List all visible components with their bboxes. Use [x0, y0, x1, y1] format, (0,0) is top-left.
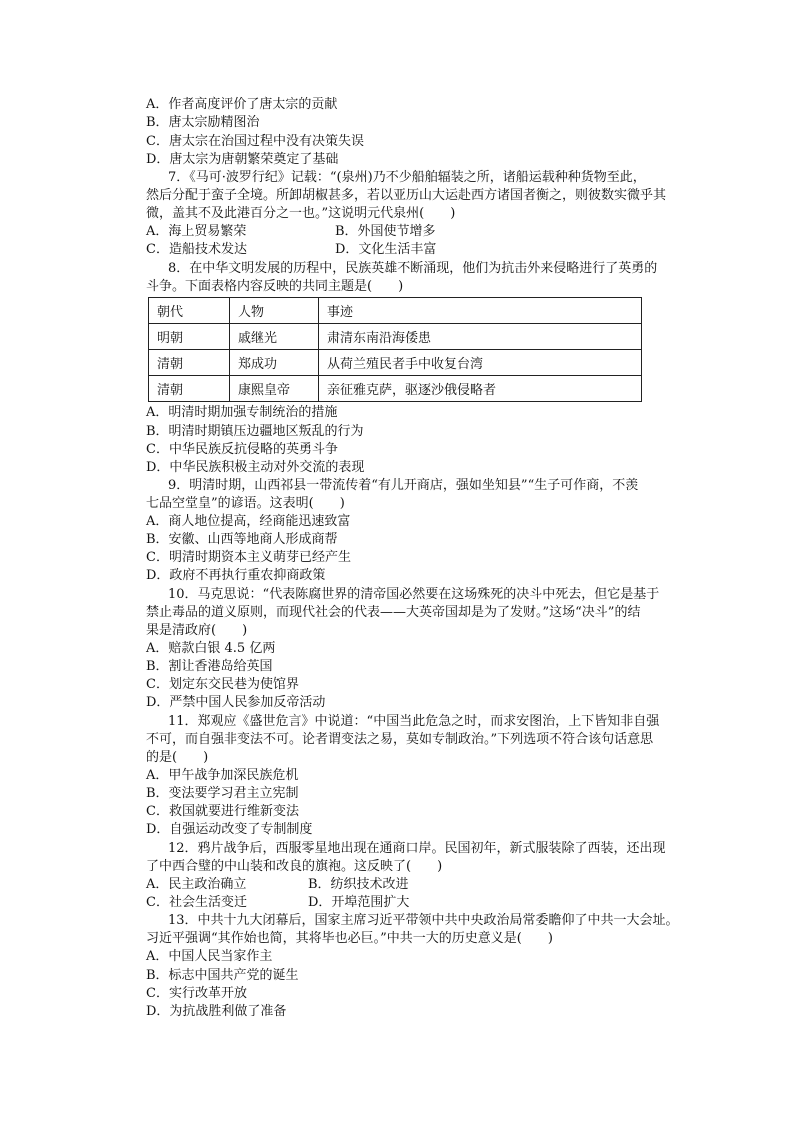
- table-row: [149, 350, 642, 376]
- q11-stem-line-1: 11．郑观应《盛世危言》中说道：“中国当此危急之时，而求安图治，上下皆知非自强: [168, 714, 660, 729]
- q8-option-b: B．明清时期镇压边疆地区叛乱的行为: [146, 424, 364, 439]
- q7-option-b: B．外国使节增多: [335, 224, 436, 239]
- q9-stem-line-1: 9．明清时期，山西祁县一带流传着“有儿开商店，强如坐知县”“生子可作商，不羡: [168, 478, 639, 493]
- q6-option-b: B．唐太宗励精图治: [146, 115, 260, 130]
- q11-option-d: D．自强运动改变了专制制度: [146, 822, 313, 837]
- q6-option-c: C．唐太宗在治国过程中没有决策失误: [146, 134, 364, 149]
- q10-option-b: B．割让香港岛给英国: [146, 659, 273, 674]
- table-cell: 郑成功: [230, 350, 319, 376]
- q13-option-b: B．标志中国共产党的诞生: [146, 968, 299, 983]
- q10-option-d: D．严禁中国人民参加反帝活动: [146, 695, 326, 710]
- table-cell: 康熙皇帝: [230, 376, 319, 402]
- table-header-cell: 人物: [230, 298, 319, 324]
- table-header-cell: 朝代: [149, 298, 230, 324]
- q8-option-d: D．中华民族积极主动对外交流的表现: [146, 460, 365, 475]
- q7-option-c: C．造船技术发达: [146, 242, 247, 257]
- q11-stem-line-3: 的是( ): [146, 750, 209, 765]
- q9-option-a: A．商人地位提高，经商能迅速致富: [146, 514, 351, 529]
- q9-option-d: D．政府不再执行重农抑商政策: [146, 568, 326, 583]
- q9-stem-line-2: 七品空堂皇”的谚语。这表明( ): [146, 496, 345, 511]
- q10-stem-line-3: 果是清政府( ): [146, 623, 248, 638]
- q12-stem-line-2: 了中西合璧的中山装和改良的旗袍。这反映了( ): [146, 859, 443, 874]
- table-cell: 从荷兰殖民者手中收复台湾: [319, 350, 642, 376]
- q6-option-d: D．唐太宗为唐朝繁荣奠定了基础: [146, 152, 339, 167]
- q7-stem-line-3: 微，盖其不及此港百分之一也。”这说明元代泉州( ): [146, 206, 456, 221]
- q12-option-b: B．纺织技术改进: [308, 877, 409, 892]
- q8-stem-line-1: 8．在中华文明发展的历程中，民族英雄不断涌现，他们为抗击外来侵略进行了英勇的: [168, 261, 658, 276]
- q13-option-a: A．中国人民当家作主: [146, 949, 273, 964]
- q10-stem-line-2: 禁止毒品的道义原则，而现代社会的代表——大英帝国却是为了发财。”这场“决斗”的结: [146, 605, 641, 620]
- q7-option-a: A．海上贸易繁荣: [146, 224, 247, 239]
- q11-stem-line-2: 不可，而自强非变法不可。论者谓变法之易，莫如专制政治。”下列选项不符合该句话意思: [146, 732, 654, 747]
- q13-stem-line-2: 习近平强调“其作始也简，其将毕也必巨。”中共一大的历史意义是( ): [146, 931, 553, 946]
- q8-table: [148, 297, 642, 402]
- table-row: [149, 376, 642, 402]
- table-header-row: [149, 298, 642, 324]
- q9-option-c: C．明清时期资本主义萌芽已经产生: [146, 550, 351, 565]
- q12-option-d: D．开埠范围扩大: [308, 895, 410, 910]
- q8-option-a: A．明清时期加强专制统治的措施: [146, 405, 338, 420]
- table-cell: 清朝: [149, 376, 230, 402]
- q12-option-a: A．民主政治确立: [146, 877, 247, 892]
- q12-stem-line-1: 12．鸦片战争后，西服零星地出现在通商口岸。民国初年，新式服装除了西装，还出现: [168, 841, 666, 856]
- q13-option-d: D．为抗战胜利做了准备: [146, 1004, 287, 1019]
- table-cell: 明朝: [149, 324, 230, 350]
- q13-option-c: C．实行改革开放: [146, 986, 247, 1001]
- table-cell: 清朝: [149, 350, 230, 376]
- table-row: [149, 324, 642, 350]
- q7-stem-line-2: 然后分配于蛮子全境。所卸胡椒甚多，若以亚历山大运赴西方诸国者衡之，则彼数实微乎其: [146, 188, 667, 203]
- table-cell: 戚继光: [230, 324, 319, 350]
- table-cell: 肃清东南沿海倭患: [319, 324, 642, 350]
- q11-option-a: A．甲午战争加深民族危机: [146, 768, 299, 783]
- q9-option-b: B．安徽、山西等地商人形成商帮: [146, 532, 338, 547]
- q7-stem-line-1: 7．《马可·波罗行纪》记载：“(泉州)乃不少船舶辐装之所，诸船运载种种货物至此，: [168, 170, 646, 185]
- q6-option-a: A．作者高度评价了唐太宗的贡献: [146, 97, 338, 112]
- q12-option-c: C．社会生活变迁: [146, 895, 247, 910]
- q11-option-c: C．救国就要进行维新变法: [146, 804, 299, 819]
- q10-option-a: A．赔款白银 4.5 亿两: [146, 641, 276, 656]
- q8-stem-line-2: 斗争。下面表格内容反映的共同主题是( ): [146, 279, 404, 294]
- q11-option-b: B．变法要学习君主立宪制: [146, 786, 299, 801]
- q10-option-c: C．划定东交民巷为使馆界: [146, 677, 299, 692]
- q7-option-d: D．文化生活丰富: [335, 242, 437, 257]
- q10-stem-line-1: 10．马克思说：“代表陈腐世界的清帝国必然要在这场殊死的决斗中死去，但它是基于: [168, 587, 660, 602]
- q8-option-c: C．中华民族反抗侵略的英勇斗争: [146, 442, 338, 457]
- table-cell: 亲征雅克萨，驱逐沙俄侵略者: [319, 376, 642, 402]
- q13-stem-line-1: 13．中共十九大闭幕后，国家主席习近平带领中共中央政治局常委瞻仰了中共一大会址。: [168, 913, 679, 928]
- table-header-cell: 事迹: [319, 298, 642, 324]
